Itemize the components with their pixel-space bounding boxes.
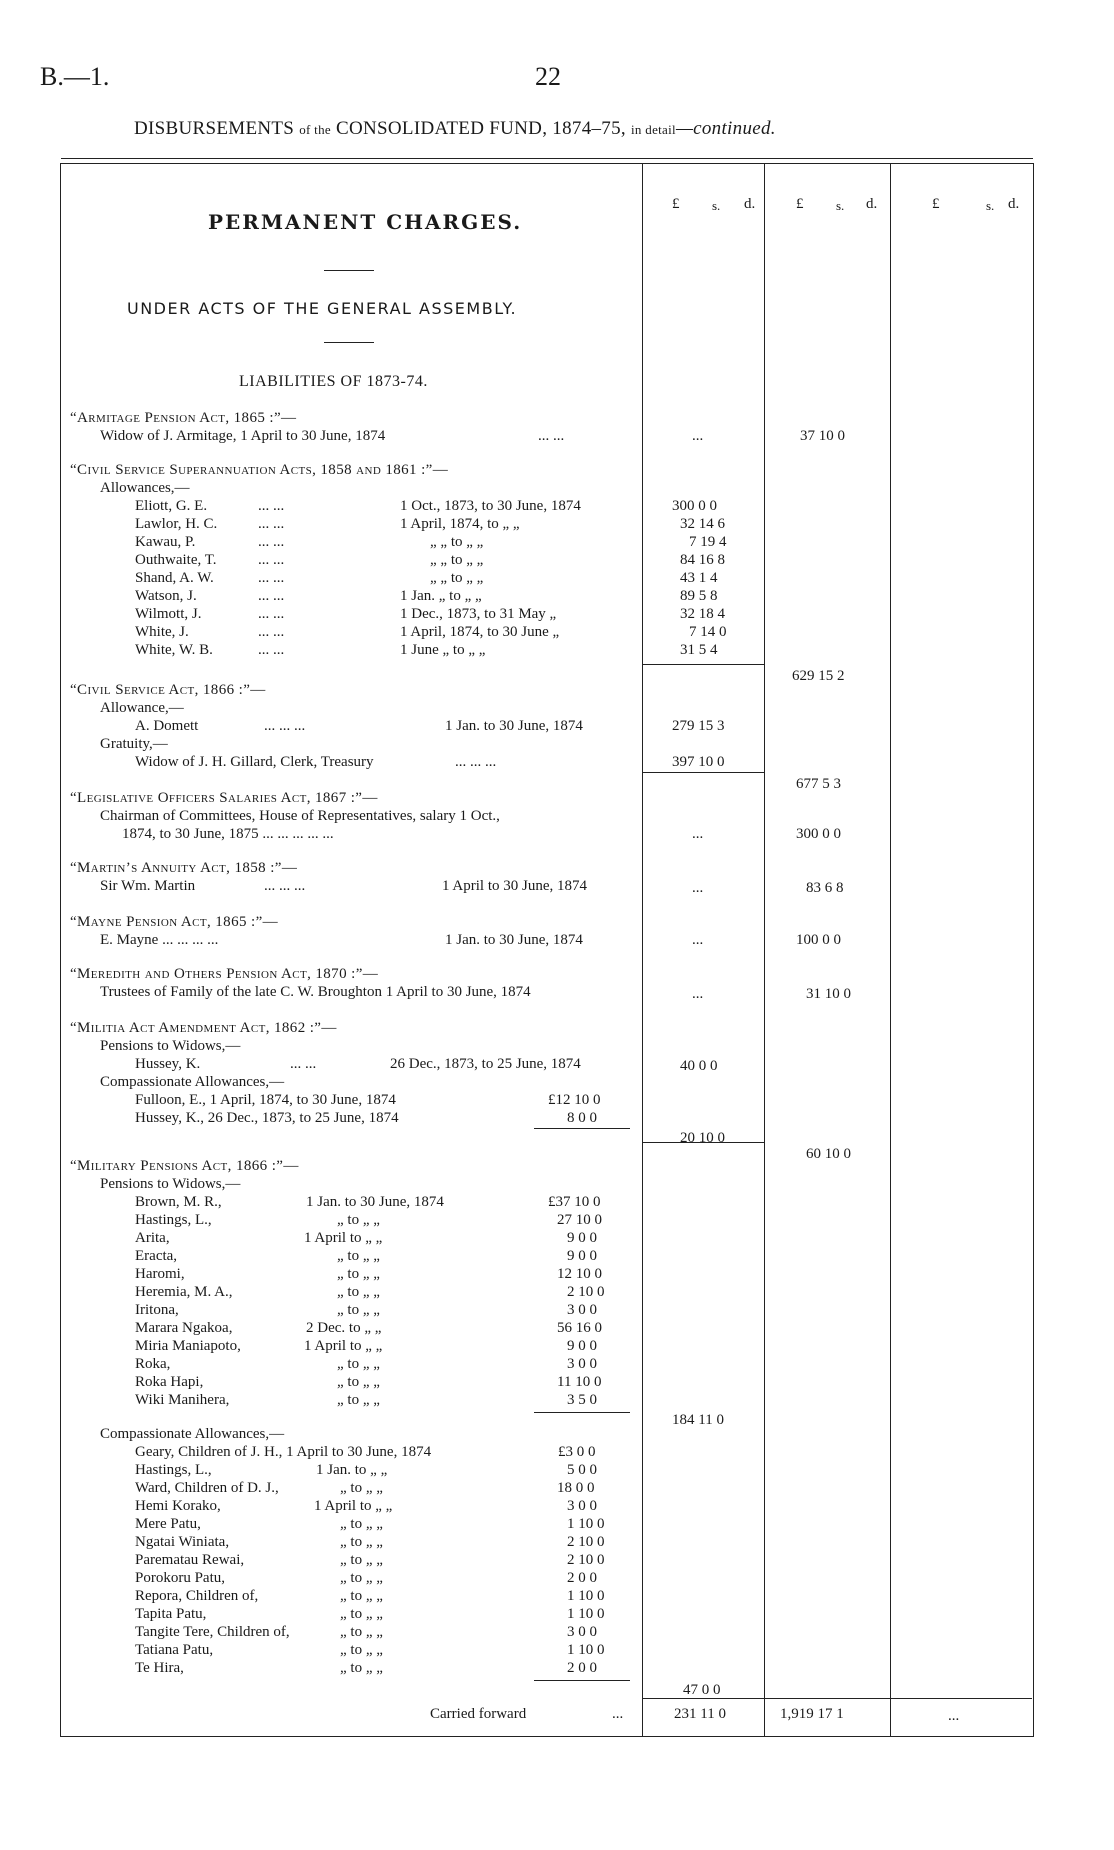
- title-part: CONSOLIDATED FUND, 1874–75,: [330, 118, 632, 139]
- ledger-entry: White, J.: [135, 624, 189, 640]
- ledger-entry: Eliott, G. E.: [135, 498, 208, 514]
- ledger-entry: „ to „ „: [340, 1516, 383, 1532]
- ledger-entry: 11 10 0: [557, 1374, 602, 1390]
- ledger-entry: Hastings, L.,: [135, 1212, 212, 1228]
- ledger-entry: 184 11 0: [672, 1412, 724, 1428]
- ledger-entry: Miria Maniapoto,: [135, 1338, 241, 1354]
- ledger-entry: 2 0 0: [567, 1570, 597, 1586]
- ledger-entry: Roka,: [135, 1356, 171, 1372]
- col-header-pounds: £: [932, 196, 940, 212]
- ledger-entry: ...: [692, 932, 704, 948]
- divider: [324, 342, 374, 343]
- ledger-entry: £12 10 0: [548, 1092, 601, 1108]
- col-header-pence: d.: [744, 196, 756, 212]
- ledger-entry: 9 0 0: [567, 1230, 597, 1246]
- ledger-entry: „ to „ „: [337, 1284, 380, 1300]
- ledger-entry: 1 10 0: [567, 1606, 605, 1622]
- ledger-entry: Gratuity,—: [100, 736, 168, 752]
- ledger-entry: ... ...: [258, 534, 285, 550]
- ledger-entry: 1874, to 30 June, 1875 ... ... ... ... ...: [122, 826, 334, 842]
- ledger-entry: Lawlor, H. C.: [135, 516, 218, 532]
- col-header-shillings: s.: [712, 198, 721, 213]
- col-header-shillings: s.: [836, 198, 845, 213]
- ledger-entry: 397 10 0: [672, 754, 725, 770]
- ledger-entry: Roka Hapi,: [135, 1374, 204, 1390]
- carried-forward-total-1: 231 11 0: [674, 1706, 726, 1722]
- ledger-entry: Compassionate Allowances,—: [100, 1426, 285, 1442]
- ledger-entry: „ to „ „: [340, 1570, 383, 1586]
- ledger-entry: ... ...: [258, 642, 285, 658]
- ledger-entry: 2 Dec. to „ „: [306, 1320, 382, 1336]
- ledger-entry: Hemi Korako,: [135, 1498, 221, 1514]
- ledger-entry: 83 6 8: [806, 880, 844, 896]
- ledger-entry: 1 Oct., 1873, to 30 June, 1874: [400, 498, 581, 514]
- ledger-entry: Trustees of Family of the late C. W. Broughton 1 April to 30 June, 1874: [100, 984, 531, 1000]
- ledger-entry: 7 19 4: [689, 534, 727, 550]
- liabilities-heading: LIABILITIES OF 1873-74.: [239, 373, 428, 390]
- ledger-entry: „ „ to „ „: [430, 552, 484, 568]
- ledger-entry: 60 10 0: [806, 1146, 851, 1162]
- ledger-entry: 43 1 4: [680, 570, 718, 586]
- ledger-entry: 1 April to „ „: [304, 1338, 383, 1354]
- ledger-entry: 56 16 0: [557, 1320, 602, 1336]
- ledger-entry: Iritona,: [135, 1302, 179, 1318]
- ledger-entry: „ to „ „: [337, 1356, 380, 1372]
- ledger-entry: Parematau Rewai,: [135, 1552, 245, 1568]
- subtotal-rule: [642, 772, 764, 773]
- ledger-entry: Ngatai Winiata,: [135, 1534, 230, 1550]
- ledger-entry: ... ...: [258, 498, 285, 514]
- ledger-entry: 1 June „ to „ „: [400, 642, 486, 658]
- subtotal-rule: [642, 664, 764, 665]
- ledger-entry: „ to „ „: [337, 1374, 380, 1390]
- ledger-entry: 1 Jan. to 30 June, 1874: [445, 718, 583, 734]
- ledger-entry: 1 10 0: [567, 1642, 605, 1658]
- carried-forward-total-2: 1,919 17 1: [780, 1706, 844, 1722]
- ledger-entry: Porokoru Patu,: [135, 1570, 225, 1586]
- ledger-entry: 2 10 0: [567, 1552, 605, 1568]
- ledger-entry: Outhwaite, T.: [135, 552, 217, 568]
- ledger-entry: Compassionate Allowances,—: [100, 1074, 285, 1090]
- ledger-entry: Wiki Manihera,: [135, 1392, 230, 1408]
- ledger-entry: 3 0 0: [567, 1624, 597, 1640]
- ledger-entry: 1 Jan. to „ „: [316, 1462, 388, 1478]
- act-heading: “Militia Act Amendment Act, 1862 :”—: [70, 1020, 337, 1036]
- ledger-entry: 2 0 0: [567, 1660, 597, 1676]
- ledger-entry: 300 0 0: [796, 826, 841, 842]
- ledger-entry: ... ...: [538, 428, 565, 444]
- ledger-entry: £3 0 0: [558, 1444, 596, 1460]
- ledger-entry: Haromi,: [135, 1266, 185, 1282]
- ledger-entry: 3 5 0: [567, 1392, 597, 1408]
- ledger-entry: 1 April to „ „: [304, 1230, 383, 1246]
- title-part: —continued.: [675, 118, 776, 139]
- ledger-entry: Eracta,: [135, 1248, 178, 1264]
- ledger-entry: Tatiana Patu,: [135, 1642, 214, 1658]
- ledger-entry: 1 Jan. „ to „ „: [400, 588, 482, 604]
- ledger-entry: ... ...: [258, 516, 285, 532]
- ledger-entry: ... ...: [258, 588, 285, 604]
- ledger-entry: Tapita Patu,: [135, 1606, 207, 1622]
- act-heading: “Meredith and Others Pension Act, 1870 :”—: [70, 966, 379, 982]
- ledger-entry: 1 10 0: [567, 1588, 605, 1604]
- ledger-entry: „ to „ „: [340, 1480, 383, 1496]
- ledger-entry: Hussey, K.: [135, 1056, 201, 1072]
- ledger-entry: Sir Wm. Martin: [100, 878, 196, 894]
- ledger-entry: „ to „ „: [337, 1248, 380, 1264]
- page-number: 22: [535, 62, 561, 91]
- ledger-entry: Shand, A. W.: [135, 570, 214, 586]
- ledger-entry: „ to „ „: [340, 1660, 383, 1676]
- ledger-entry: Pensions to Widows,—: [100, 1038, 241, 1054]
- column-rule: [890, 163, 891, 1737]
- ledger-entry: „ to „ „: [340, 1642, 383, 1658]
- ledger-entry: ... ... ...: [455, 754, 497, 770]
- page-title: [134, 118, 776, 140]
- ledger-entry: 47 0 0: [683, 1682, 721, 1698]
- ledger-entry: Marara Ngakoa,: [135, 1320, 233, 1336]
- ledger-entry: ...: [692, 826, 704, 842]
- ledger-entry: 1 Dec., 1873, to 31 May „: [400, 606, 557, 622]
- title-part: DISBURSEMENTS: [134, 118, 300, 139]
- ledger-entry: Kawau, P.: [135, 534, 196, 550]
- ledger-entry: 20 10 0: [680, 1130, 725, 1146]
- ledger-entry: 8 0 0: [567, 1110, 597, 1126]
- act-heading: “Armitage Pension Act, 1865 :”—: [70, 410, 297, 426]
- col-header-pence: d.: [866, 196, 878, 212]
- ledger-entry: 677 5 3: [796, 776, 841, 792]
- col-header-pounds: £: [796, 196, 804, 212]
- column-rule: [764, 163, 765, 1737]
- carried-forward-total-3: ...: [948, 1708, 960, 1724]
- divider: [324, 270, 374, 271]
- ledger-entry: Mere Patu,: [135, 1516, 201, 1532]
- ledger-entry: 2 10 0: [567, 1534, 605, 1550]
- ledger-entry: 629 15 2: [792, 668, 845, 684]
- ledger-entry: E. Mayne ... ... ... ...: [100, 932, 219, 948]
- subtotal-rule: [534, 1412, 630, 1413]
- carried-forward-dots: ...: [612, 1706, 624, 1722]
- ledger-entry: ...: [692, 428, 704, 444]
- column-rule: [642, 163, 643, 1737]
- ledger-entry: 1 April to 30 June, 1874: [442, 878, 587, 894]
- ledger-entry: ... ... ...: [264, 878, 306, 894]
- ledger-entry: 40 0 0: [680, 1058, 718, 1074]
- ledger-entry: 9 0 0: [567, 1248, 597, 1264]
- subsection-heading: UNDER ACTS OF THE GENERAL ASSEMBLY.: [127, 299, 518, 318]
- act-heading: “Military Pensions Act, 1866 :”—: [70, 1158, 299, 1174]
- ledger-entry: Fulloon, E., 1 April, 1874, to 30 June, 1874: [135, 1092, 396, 1108]
- ledger-entry: ... ...: [258, 624, 285, 640]
- subtotal-rule: [534, 1128, 630, 1129]
- act-heading: “Martin’s Annuity Act, 1858 :”—: [70, 860, 298, 876]
- section-heading: PERMANENT CHARGES.: [208, 210, 523, 234]
- ledger-entry: 279 15 3: [672, 718, 725, 734]
- ledger-entry: ... ...: [258, 606, 285, 622]
- ledger-entry: Pensions to Widows,—: [100, 1176, 241, 1192]
- ledger-entry: Te Hira,: [135, 1660, 184, 1676]
- ledger-entry: „ to „ „: [340, 1588, 383, 1604]
- ledger-entry: Geary, Children of J. H., 1 April to 30 June, 1874: [135, 1444, 432, 1460]
- act-heading: “Mayne Pension Act, 1865 :”—: [70, 914, 279, 930]
- ledger-entry: „ to „ „: [340, 1534, 383, 1550]
- ledger-entry: „ to „ „: [337, 1266, 380, 1282]
- ledger-entry: 3 0 0: [567, 1356, 597, 1372]
- ledger-entry: Wilmott, J.: [135, 606, 202, 622]
- series-number: B.—1.: [40, 62, 110, 91]
- ledger-entry: 84 16 8: [680, 552, 725, 568]
- ledger-entry: 7 14 0: [689, 624, 727, 640]
- ledger-entry: Repora, Children of,: [135, 1588, 259, 1604]
- carried-forward-label: Carried forward: [430, 1706, 527, 1722]
- ledger-entry: 18 0 0: [557, 1480, 595, 1496]
- ledger-entry: Watson, J.: [135, 588, 197, 604]
- ledger-entry: ...: [692, 986, 704, 1002]
- ledger-entry: „ „ to „ „: [430, 534, 484, 550]
- ledger-entry: 3 0 0: [567, 1302, 597, 1318]
- ledger-entry: 26 Dec., 1873, to 25 June, 1874: [390, 1056, 581, 1072]
- ledger-entry: Allowances,—: [100, 480, 190, 496]
- ledger-entry: Hastings, L.,: [135, 1462, 212, 1478]
- ledger-entry: 32 18 4: [680, 606, 725, 622]
- act-heading: “Civil Service Superannuation Acts, 1858 and 1861 :”—: [70, 462, 449, 478]
- ledger-entry: „ to „ „: [340, 1552, 383, 1568]
- ledger-entry: „ to „ „: [340, 1624, 383, 1640]
- act-heading: “Legislative Officers Salaries Act, 1867 :”—: [70, 790, 378, 806]
- ledger-entry: 31 10 0: [806, 986, 851, 1002]
- ledger-entry: 300 0 0: [672, 498, 717, 514]
- ledger-entry: 1 10 0: [567, 1516, 605, 1532]
- ledger-entry: „ „ to „ „: [430, 570, 484, 586]
- ledger-entry: Ward, Children of D. J.,: [135, 1480, 279, 1496]
- ledger-entry: A. Domett: [135, 718, 199, 734]
- ledger-entry: 5 0 0: [567, 1462, 597, 1478]
- ledger-entry: 32 14 6: [680, 516, 725, 532]
- ledger-entry: ... ...: [258, 570, 285, 586]
- ledger-entry: ... ... ...: [264, 718, 306, 734]
- col-header-pounds: £: [672, 196, 680, 212]
- ledger-entry: Widow of J. H. Gillard, Clerk, Treasury: [135, 754, 374, 770]
- ledger-entry: 1 Jan. to 30 June, 1874: [445, 932, 583, 948]
- ledger-entry: 3 0 0: [567, 1498, 597, 1514]
- ledger-entry: „ to „ „: [337, 1392, 380, 1408]
- ledger-entry: Arita,: [135, 1230, 170, 1246]
- ledger-entry: „ to „ „: [337, 1212, 380, 1228]
- subtotal-rule: [534, 1680, 630, 1681]
- ledger-entry: 100 0 0: [796, 932, 841, 948]
- ledger-entry: 1 Jan. to 30 June, 1874: [306, 1194, 444, 1210]
- ledger-entry: Tangite Tere, Children of,: [135, 1624, 290, 1640]
- ledger-entry: Heremia, M. A.,: [135, 1284, 233, 1300]
- ledger-entry: Brown, M. R.,: [135, 1194, 222, 1210]
- ledger-entry: 37 10 0: [800, 428, 845, 444]
- ledger-entry: 89 5 8: [680, 588, 718, 604]
- ledger-entry: Widow of J. Armitage, 1 April to 30 June, 1874: [100, 428, 386, 444]
- col-header-pence: d.: [1008, 196, 1020, 212]
- ledger-entry: Allowance,—: [100, 700, 184, 716]
- ledger-entry: Chairman of Committees, House of Representatives, salary 1 Oct.,: [100, 808, 500, 824]
- ledger-entry: £37 10 0: [548, 1194, 601, 1210]
- title-part: of the: [299, 122, 331, 137]
- ledger-entry: ... ...: [258, 552, 285, 568]
- ledger-entry: 9 0 0: [567, 1338, 597, 1354]
- ledger-entry: White, W. B.: [135, 642, 213, 658]
- ledger-entry: 27 10 0: [557, 1212, 602, 1228]
- col-header-shillings: s.: [986, 198, 995, 213]
- ledger-entry: „ to „ „: [337, 1302, 380, 1318]
- title-part: in detail: [631, 122, 676, 137]
- ledger-entry: „ to „ „: [340, 1606, 383, 1622]
- ledger-entry: ... ...: [290, 1056, 317, 1072]
- ledger-entry: 31 5 4: [680, 642, 718, 658]
- ledger-entry: 1 April, 1874, to „ „: [400, 516, 520, 532]
- ledger-entry: 12 10 0: [557, 1266, 602, 1282]
- ledger-entry: 1 April to „ „: [314, 1498, 393, 1514]
- act-heading: “Civil Service Act, 1866 :”—: [70, 682, 266, 698]
- ledger-entry: 2 10 0: [567, 1284, 605, 1300]
- ledger-entry: Hussey, K., 26 Dec., 1873, to 25 June, 1874: [135, 1110, 399, 1126]
- ledger-entry: 1 April, 1874, to 30 June „: [400, 624, 560, 640]
- ledger-entry: ...: [692, 880, 704, 896]
